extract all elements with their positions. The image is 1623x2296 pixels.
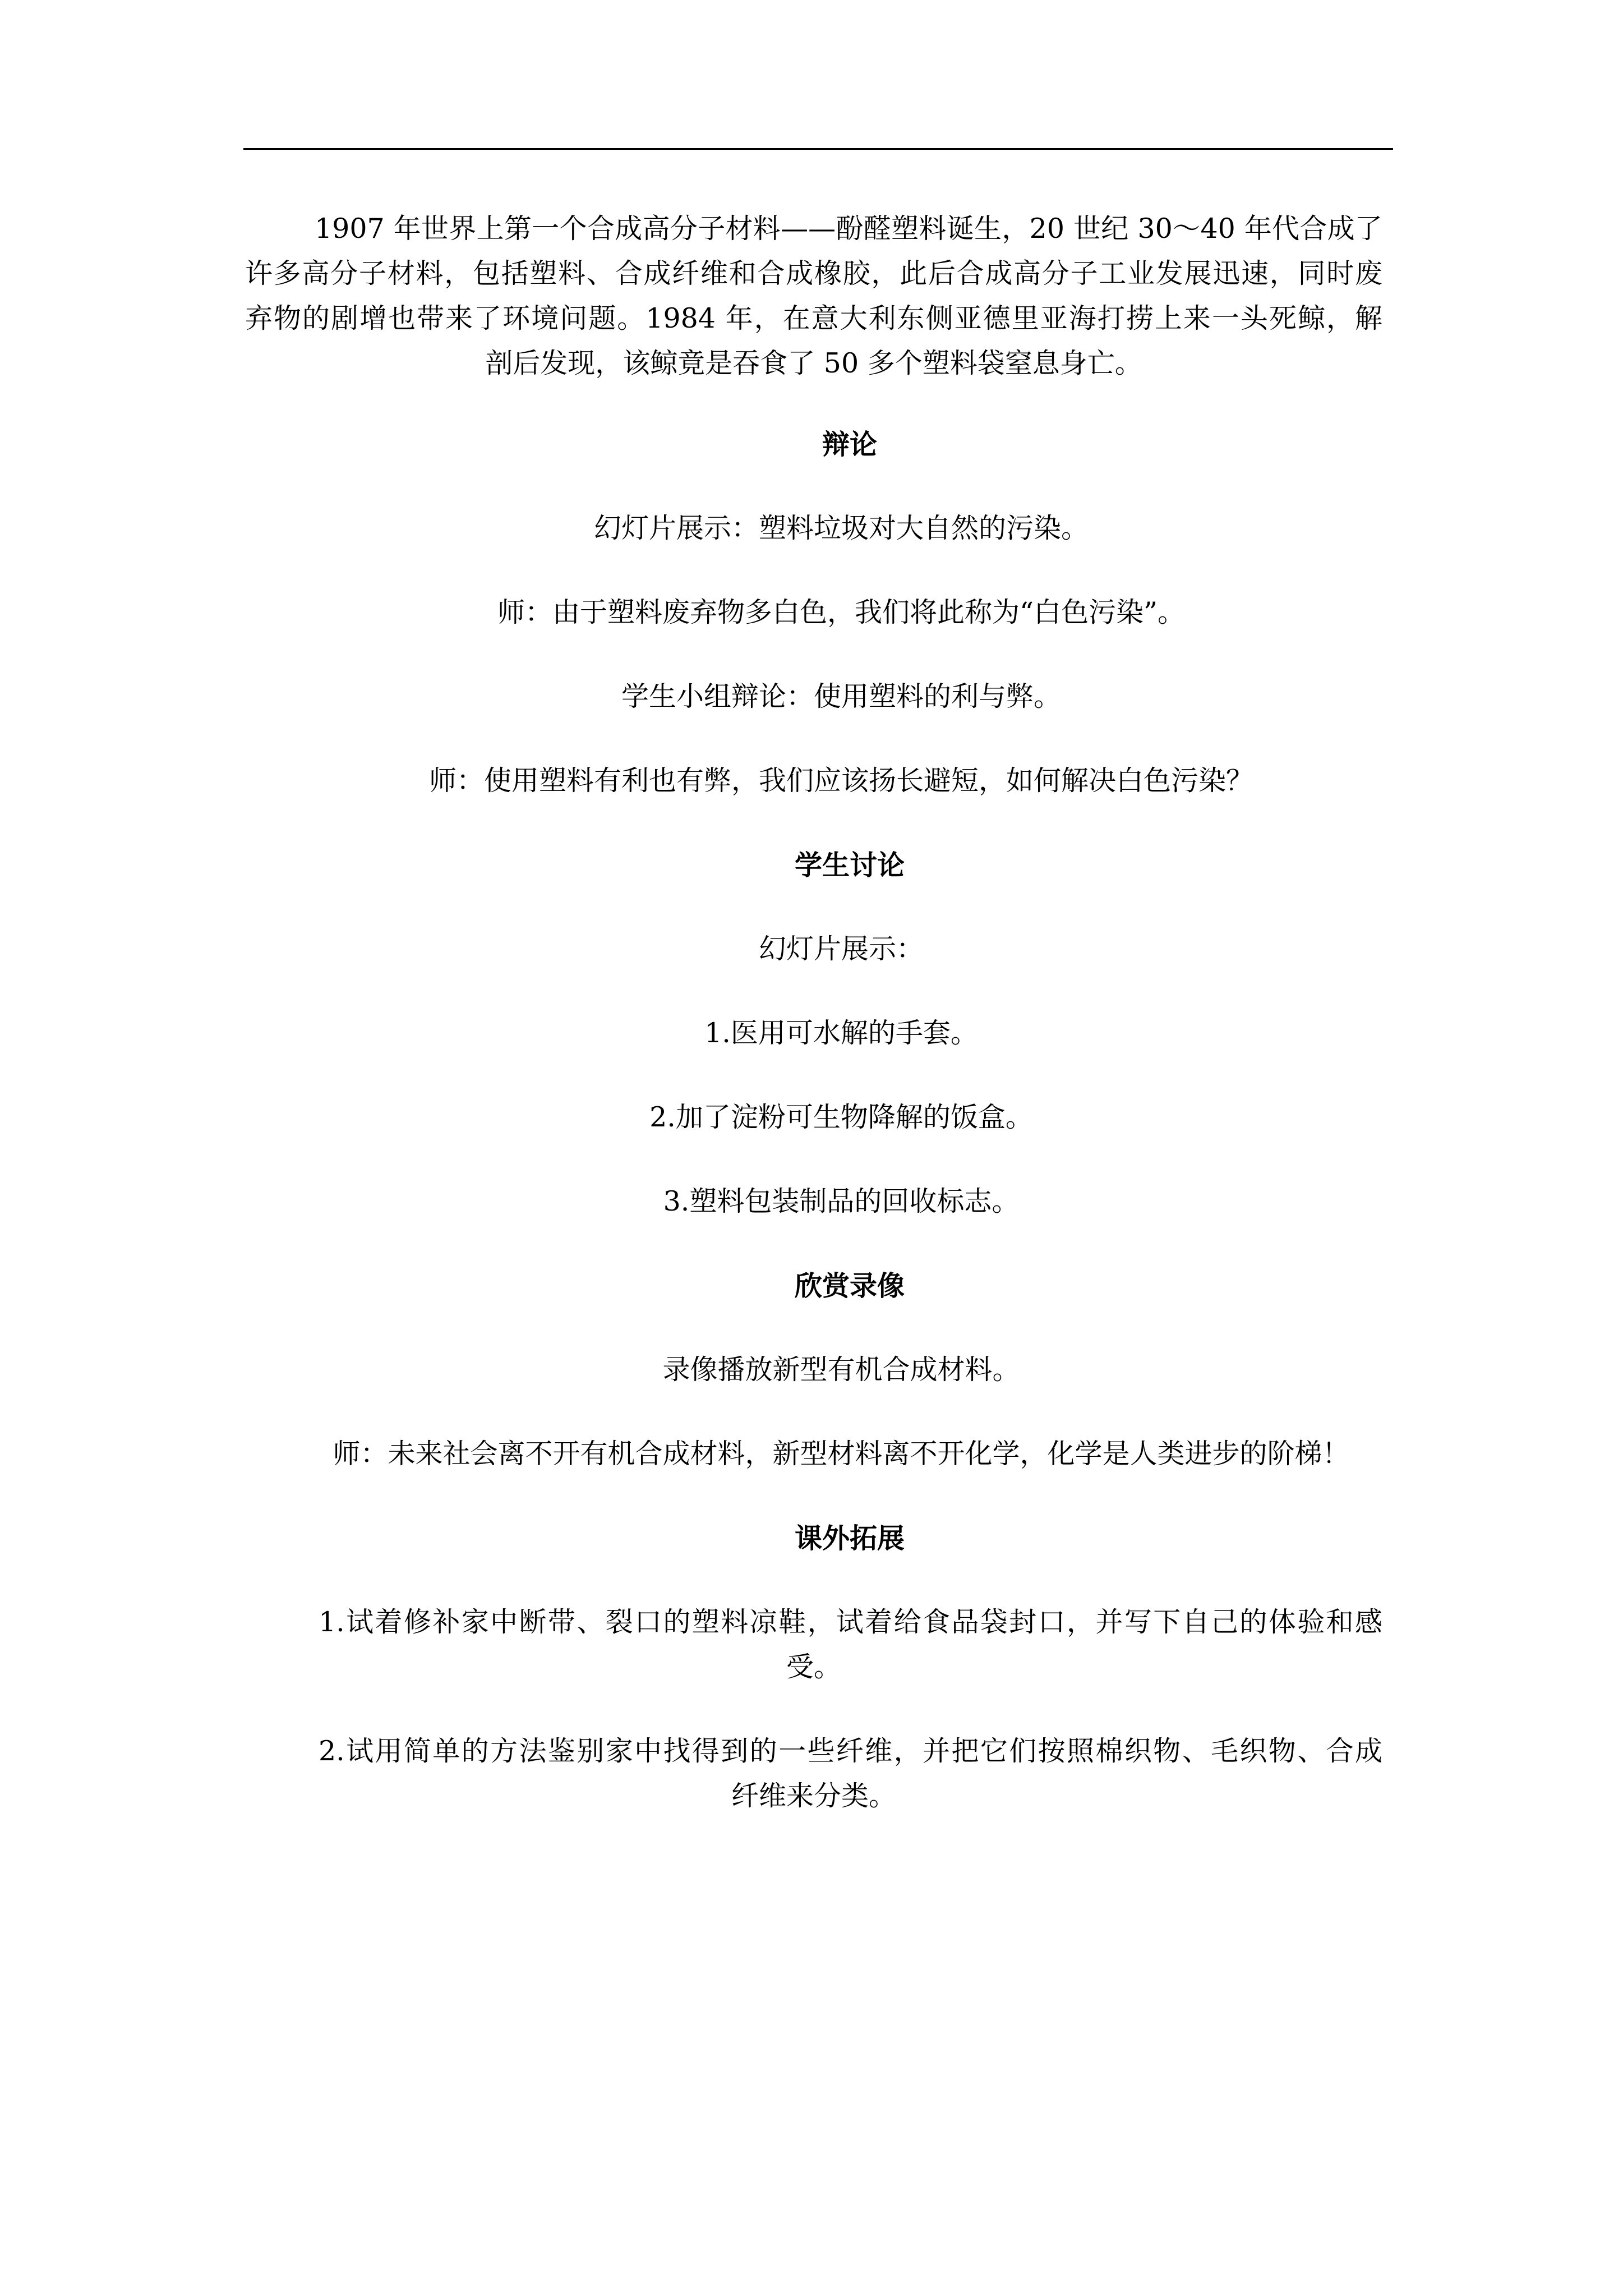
list-item-line: 2.试用简单的方法鉴别家中找得到的一些纤维，并把它们按照棉织物、毛织物、合成 (319, 1735, 1382, 1767)
list-item (245, 1600, 1382, 1690)
paragraph: 幻灯片展示：塑料垃圾对大自然的污染。 (593, 512, 1089, 544)
list-item-line: 纤维来分类。 (731, 1780, 896, 1812)
list-item (245, 1729, 1382, 1819)
intro-line: 许多高分子材料，包括塑料、合成纤维和合成橡胶，此后合成高分子工业发展迅速，同时废 (245, 257, 1382, 289)
intro-paragraph (245, 206, 1382, 386)
section-heading-video: 欣赏录像 (794, 1269, 905, 1302)
list-item-line: 1.试着修补家中断带、裂口的塑料凉鞋，试着给食品袋封口，并写下自己的体验和感 (319, 1606, 1382, 1638)
paragraph: 学生小组辩论：使用塑料的利与弊。 (621, 680, 1061, 712)
intro-line: 剖后发现，该鲸竟是吞食了 50 多个塑料袋窒息身亡。 (485, 347, 1142, 379)
header-rule (243, 148, 1393, 150)
intro-line: 1907 年世界上第一个合成高分子材料——酚醛塑料诞生，20 世纪 30～40 年代合成了 (315, 213, 1382, 245)
paragraph: 师：未来社会离不开有机合成材料，新型材料离不开化学，化学是人类进步的阶梯！ (333, 1438, 1350, 1470)
section-heading-extension: 课外拓展 (794, 1522, 905, 1554)
section-heading-debate: 辩论 (822, 428, 877, 461)
list-item: 1.医用可水解的手套。 (704, 1017, 978, 1049)
intro-line: 弃物的剧增也带来了环境问题。1984 年，在意大利东侧亚德里亚海打捞上来一头死鲸，解 (245, 302, 1382, 334)
paragraph: 师：由于塑料废弃物多白色，我们将此称为“白色污染”。 (497, 596, 1186, 628)
paragraph: 幻灯片展示： (758, 933, 924, 965)
list-item: 3.塑料包装制品的回收标志。 (663, 1185, 1020, 1217)
document-body (245, 206, 1382, 1858)
paragraph: 录像播放新型有机合成材料。 (662, 1354, 1020, 1386)
section-heading-discussion: 学生讨论 (794, 849, 905, 881)
paragraph: 师：使用塑料有利也有弊，我们应该扬长避短，如何解决白色污染？ (428, 765, 1253, 797)
list-item: 2.加了淀粉可生物降解的饭盒。 (649, 1101, 1033, 1133)
list-item-line: 受。 (786, 1651, 841, 1683)
